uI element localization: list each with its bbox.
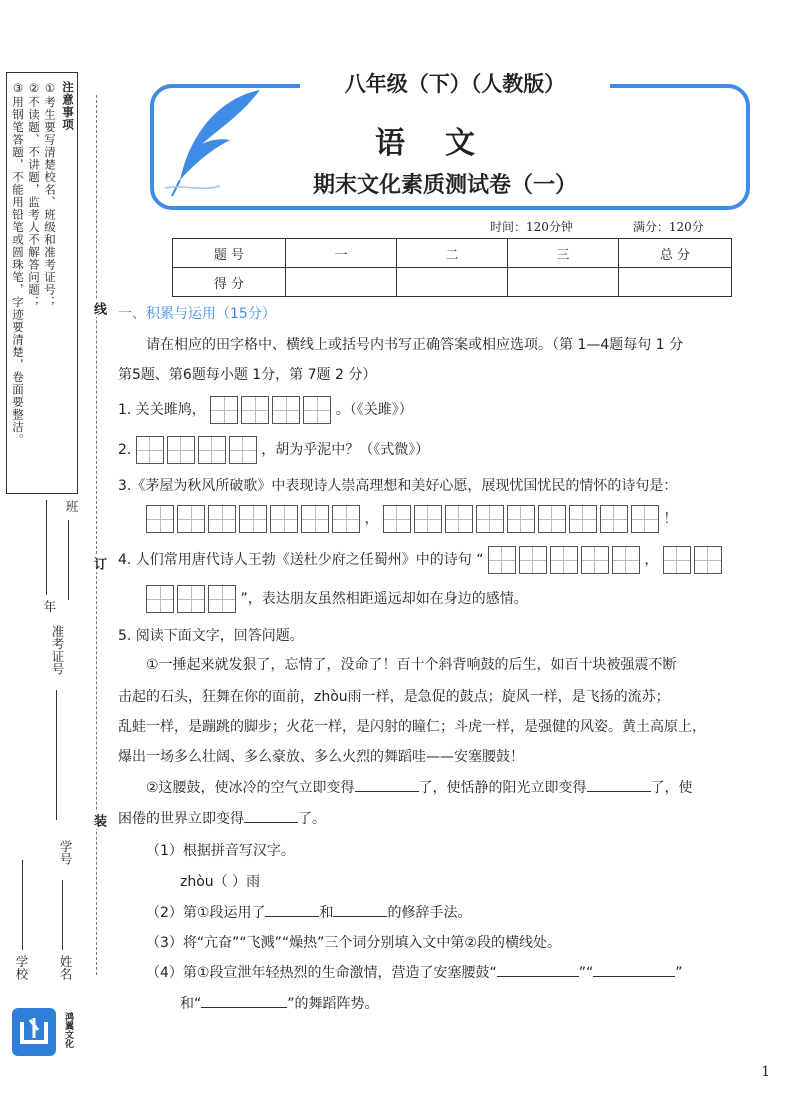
name-field[interactable] bbox=[62, 900, 63, 950]
grade-label: 年 bbox=[42, 600, 57, 613]
exam-meta bbox=[490, 218, 704, 235]
sub-question-4: （4）第①段宣泄年轻热烈的生命激情，营造了安塞腰鼓“ ”“ ” bbox=[146, 962, 683, 982]
instructions-line2: 第5题、第6题每小题 1分，第 7题 2 分） bbox=[118, 367, 377, 383]
passage-line: 击起的石头，狂舞在你的面前，zhòu雨一样，是急促的鼓点；旋风一样，是飞扬的流苏； bbox=[118, 689, 670, 705]
question-4: 4. 人们常用唐代诗人王勃《送杜少府之任蜀州》中的诗句 “ ， bbox=[118, 546, 722, 574]
sub-question-1: （1）根据拼音写汉字。 bbox=[146, 843, 295, 859]
class-field[interactable] bbox=[68, 520, 69, 600]
blank-field[interactable] bbox=[265, 902, 319, 917]
question-3: 3.《茅屋为秋风所破歌》中表现诗人崇高理想和美好心愿，展现忧国忧民的情怀的诗句是： bbox=[118, 478, 678, 494]
section-heading: 一、积累与运用（15分） bbox=[118, 306, 276, 322]
blank-field[interactable] bbox=[201, 993, 287, 1008]
passage-line: ①一捶起来就发狠了，忘情了，没命了！百十个斜背响鼓的后生，如百十块被强震不断 bbox=[146, 657, 677, 673]
sub-question-4-line2: 和“ ”的舞蹈阵势。 bbox=[180, 993, 379, 1013]
table-cell: 得 分 bbox=[173, 268, 286, 297]
question-5: 5. 阅读下面文字，回答问题。 bbox=[118, 628, 304, 644]
grade-field[interactable] bbox=[46, 500, 47, 595]
question-3-grid: ， ！ bbox=[146, 505, 677, 533]
passage-line: 困倦的世界立即变得 了。 bbox=[118, 808, 326, 828]
page-number: 1 bbox=[761, 1064, 770, 1080]
passage-line: 爆出一场多么壮阔、多么豪放、多么火烈的舞蹈哇——安塞腰鼓！ bbox=[118, 749, 524, 765]
notice-item-2: ②不读题、不讲题，监考人不解答问题； bbox=[27, 81, 41, 309]
notice-item-3: ③用钢笔答题，不能用铅笔或圆珠笔，字迹要清楚，卷面要整洁。 bbox=[11, 81, 25, 446]
time-limit: 时间：120分钟 bbox=[490, 220, 573, 234]
cut-label-xian: 线 bbox=[91, 302, 106, 315]
answer-grid[interactable] bbox=[136, 436, 257, 464]
name-label: 姓名 bbox=[58, 955, 73, 980]
question-4-line2: ”，表达朋友虽然相距遥远却如在身边的感情。 bbox=[146, 585, 528, 613]
answer-grid[interactable] bbox=[146, 585, 236, 613]
exam-no-field[interactable] bbox=[56, 690, 57, 820]
question-2: 2. ，胡为乎泥中？（《式微》） bbox=[118, 436, 429, 464]
answer-grid[interactable] bbox=[663, 546, 722, 574]
instructions-line1: 请在相应的田字格中、横线上或括号内书写正确答案或相应选项。（第 1—4题每句 1 分 bbox=[146, 337, 684, 353]
blank-field[interactable] bbox=[244, 808, 298, 823]
answer-grid[interactable] bbox=[210, 396, 331, 424]
school-field[interactable] bbox=[22, 860, 23, 950]
score-input-cell[interactable] bbox=[619, 268, 732, 297]
exam-title: 期末文化素质测试卷（一） bbox=[312, 173, 577, 198]
score-input-cell[interactable] bbox=[508, 268, 619, 297]
table-cell: 一 bbox=[286, 239, 397, 268]
question-1: 1. 关关雎鸠， 。（《关雎》） bbox=[118, 396, 413, 424]
blank-field[interactable] bbox=[497, 962, 579, 977]
blank-field[interactable] bbox=[587, 777, 651, 792]
table-cell: 二 bbox=[397, 239, 508, 268]
blank-field[interactable] bbox=[333, 902, 387, 917]
publisher-logo bbox=[12, 1008, 56, 1056]
table-cell: 总 分 bbox=[619, 239, 732, 268]
grade-edition: 八年级（下）（人教版） bbox=[300, 68, 610, 98]
cut-label-zhuang: 装 bbox=[91, 814, 106, 827]
answer-grid[interactable] bbox=[383, 505, 659, 533]
passage-line: ②这腰鼓，使冰冷的空气立即变得 了，使恬静的阳光立即变得 了，使 bbox=[146, 777, 693, 797]
cut-line bbox=[96, 95, 97, 975]
school-label: 学校 bbox=[14, 955, 29, 980]
subject-title: 语文 bbox=[375, 126, 515, 161]
sub-question-1-answer[interactable]: zhòu（ ）雨 bbox=[180, 874, 261, 890]
notice-item-1: ①考生要写清楚校名、班级和准考证号； bbox=[43, 81, 57, 309]
score-table bbox=[172, 238, 732, 297]
blank-field[interactable] bbox=[355, 777, 419, 792]
class-label: 班 bbox=[64, 500, 79, 513]
feather-icon bbox=[160, 88, 270, 198]
answer-grid[interactable] bbox=[488, 546, 640, 574]
exam-no-label: 准考证号 bbox=[50, 625, 65, 675]
logo-icon bbox=[12, 1008, 56, 1056]
table-cell: 题 号 bbox=[173, 239, 286, 268]
table-row bbox=[173, 268, 732, 297]
logo-text: 鸿翼文化 bbox=[63, 1012, 73, 1048]
full-score: 满分：120分 bbox=[632, 220, 704, 234]
table-cell: 三 bbox=[508, 239, 619, 268]
sub-question-2: （2）第①段运用了 和 的修辞手法。 bbox=[146, 902, 471, 922]
score-input-cell[interactable] bbox=[286, 268, 397, 297]
notice-heading: 注意事项 bbox=[61, 81, 75, 131]
student-no-label: 学号 bbox=[58, 840, 73, 865]
answer-grid[interactable] bbox=[146, 505, 360, 533]
blank-field[interactable] bbox=[593, 962, 675, 977]
passage-line: 乱蛙一样，是蹦跳的脚步；火花一样，是闪射的瞳仁；斗虎一样，是强健的风姿。黄土高原上， bbox=[118, 719, 706, 735]
cut-label-ding: 订 bbox=[91, 557, 106, 570]
sub-question-3: （3）将“亢奋”“飞溅”“燥热”三个词分别填入文中第②段的横线处。 bbox=[146, 935, 561, 951]
table-row bbox=[173, 239, 732, 268]
notice-box bbox=[6, 72, 78, 494]
score-input-cell[interactable] bbox=[397, 268, 508, 297]
